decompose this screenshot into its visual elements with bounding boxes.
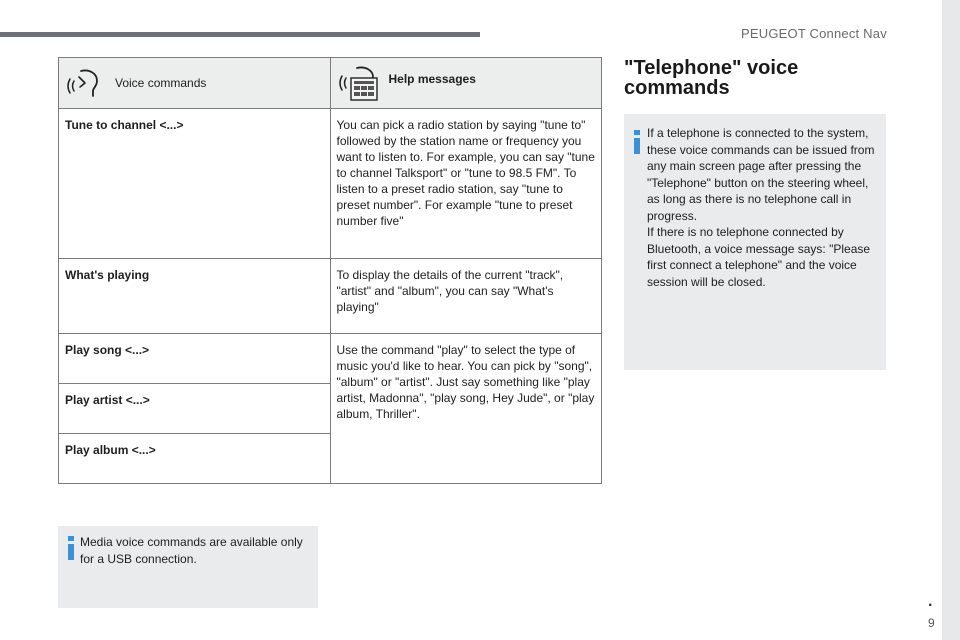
voice-commands-label: Voice commands <box>115 76 207 90</box>
command-cell: Play artist <...> <box>59 384 331 434</box>
voice-commands-table <box>58 57 602 484</box>
page-marker: . <box>928 593 933 610</box>
description-cell: You can pick a radio station by saying "tune to" followed by the station name or frequency you want to listen to. For example, you can say "tune to channel Talksport" or "tune to 98.5 FM". To listen to a preset radio station, say "tune to preset number". For example "tune to preset number five" <box>330 109 602 259</box>
description-cell: To display the details of the current "track", "artist" and "album", you can say "What's playing" <box>330 259 602 334</box>
description-cell: Use the command "play" to select the type of music you'd like to hear. You can pick by "song", "album" or "artist". Just say something like "play artist, Madonna", "play song, Hey Jude", or "play album, Thriller". <box>330 334 602 484</box>
page-number: 9 <box>928 616 935 630</box>
table-row <box>59 334 602 384</box>
help-messages-icon <box>337 64 381 102</box>
voice-speaking-icon <box>65 67 103 99</box>
table-row <box>59 259 602 334</box>
manual-title: PEUGEOT Connect Nav <box>741 26 887 41</box>
telephone-info-text: If a telephone is connected to the system, these voice commands can be issued from any main screen page after pressing the "Telephone" button on the steering wheel, as long as there is no telephone call in progress. If there is no telephone connected by Bluetooth, a voice message says: "Please first connect a telephone" and the voice session will be closed. <box>647 126 875 289</box>
voice-commands-header-cell <box>59 58 331 109</box>
info-icon <box>632 130 642 154</box>
help-messages-label: Help messages <box>388 72 476 86</box>
command-cell: What's playing <box>59 259 331 334</box>
table-row <box>59 109 602 259</box>
media-info-text: Media voice commands are available only for a USB connection. <box>80 535 303 566</box>
command-cell: Play album <...> <box>59 434 331 484</box>
command-cell: Tune to channel <...> <box>59 109 331 259</box>
media-info-box <box>58 526 318 608</box>
help-messages-header-cell <box>330 58 602 109</box>
header-rule <box>0 32 480 37</box>
telephone-section-title: "Telephone" voice commands <box>624 57 799 99</box>
side-strip <box>942 0 960 640</box>
table-header-row <box>59 58 602 109</box>
command-cell: Play song <...> <box>59 334 331 384</box>
telephone-info-box <box>624 114 886 370</box>
info-icon <box>66 536 76 560</box>
